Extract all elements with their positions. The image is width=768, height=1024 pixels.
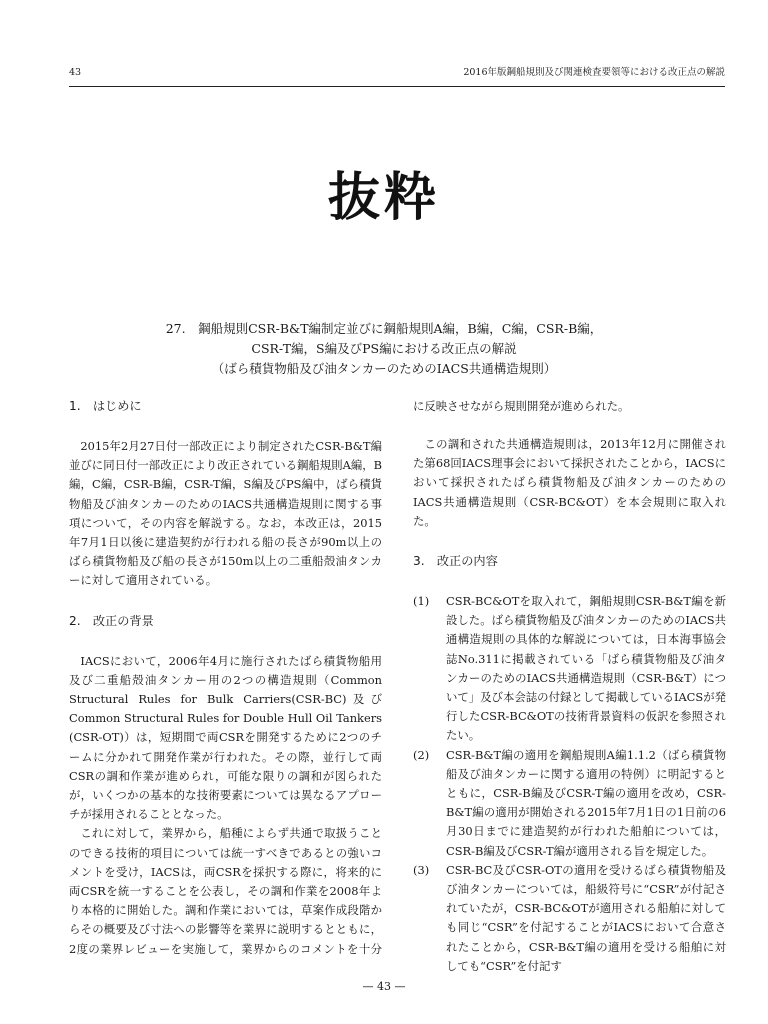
list-item-number: (1) <box>413 594 430 609</box>
article-title <box>134 319 634 379</box>
paragraph-split-start: これに対して，業界から，船種によらず共通で取扱うことのできる技術的項目については統一すべきであるとの強いコメントを受け，IACSは，両CSRを採択する際に，将来的に両CSRを統一することを公表し，その調和作業を2008年より本格的に開始した。調和作業においては，草案作成段階からその概要及び寸法への影響等を業界に説明するとともに，2度の業界レビューを実施して，業界からのコメントを十分 <box>69 826 382 956</box>
section-heading-background: 2. 改正の背景 <box>69 613 154 628</box>
left-column <box>69 397 382 958</box>
header-page-number: 43 <box>69 67 82 78</box>
article-title-line-3: （ばら積貨物船及び油タンカーのためのIACS共通構造規則） <box>211 361 557 376</box>
right-column <box>413 397 726 976</box>
list-item-text: CSR-BC及びCSR-OTの適用を受けるばら積貨物船及び油タンカーについては，船級符号に“CSR”が付記されていたが，CSR-BC&OTが適用される船舶に対しても同じ“CSR”を付記することがIACSにおいて合意されたことから，CSR-B&T編の適用を受ける船舶に対しても“CSR”を付記す <box>446 862 726 973</box>
paragraph-continued <box>413 397 726 435</box>
article-title-line-2: CSR-T編，S編及びPS編における改正点の解説 <box>251 341 517 356</box>
list-item <box>413 592 726 746</box>
article-title-line-1: 27. 鋼船規則CSR-B&T編制定並びに鋼船規則A編，B編，C編，CSR-B編， <box>165 321 603 336</box>
paragraph: IACSにおいて，2006年4月に施行されたばら積貨物船用及び二重船殻油タンカー用の2つの構造規則（Common Structural Rules for Bulk Carriers(CSR-BC)及びCommon Structural Rules for Double Hull Oil Tankers (CSR-OT)）は，短期間で両CSRを開発するために2つのチームに分かれて開発作業が行われた。その際，並行して両CSRの調和作業が進められ，可能な限りの調和が図られたが，いくつかの基本的な技術要素については異なるアプローチが採用されることとなった。 <box>69 653 382 822</box>
section-heading-introduction: 1. はじめに <box>69 399 142 413</box>
list-item-number: (3) <box>413 862 430 877</box>
list-item-number: (2) <box>413 747 430 762</box>
list-item <box>413 861 726 976</box>
page-title: 抜粋 <box>327 168 440 228</box>
amendment-list <box>413 592 726 976</box>
header-running-title: 2016年版鋼船規則及び関連検査要領等における改正点の解説 <box>463 67 725 78</box>
continued-text: に反映させながら規則開発が進められた。 <box>413 399 630 414</box>
list-item-text: CSR-BC&OTを取入れて，鋼船規則CSR-B&T編を新設した。ばら積貨物船及び油タンカーのためのIACS共通構造規則の具体的な解説については，日本海事協会誌No.311に掲載されている「ばら積貨物船及び油タンカーのためのIACS共通構造規則（CSR-B&T）について」及び本会誌の付録として掲載しているIACSが発行したCSR-BC&OTの技術背景資料の仮訳を参照されたい。 <box>446 594 726 743</box>
section-heading-contents: 3. 改正の内容 <box>413 554 498 569</box>
paragraph: この調和された共通構造規則は，2013年12月に開催された第68回IACS理事会において採択されたことから，IACSにおいて採択されたばら積貨物船及び油タンカーのためのIACS共通構造規則（CSR-BC&OT）を本会規則に取入れた。 <box>413 437 726 528</box>
header-rule <box>69 86 725 87</box>
list-item-text: CSR-B&T編の適用を鋼船規則A編1.1.2（ばら積貨物船及び油タンカーに関する適用の特例）に明記するとともに，CSR-B編及びCSR-T編の適用を改め，CSR-B&T編の適用が開始される2015年7月1日の1日前の6月30日までに建造契約が行われた船舶については，CSR-B編及びCSR-T編が適用される旨を規定した。 <box>446 747 726 858</box>
list-item <box>413 746 726 861</box>
page-footer: — 43 — <box>362 980 406 993</box>
paragraph: 2015年2月27日付一部改正により制定されたCSR-B&T編並びに同日付一部改正により改正されている鋼船規則A編，B編，C編，CSR-B編，CSR-T編，S編及びPS編中，ばら積貨物船及び油タンカーのためのIACS共通構造規則に関する事項について，その内容を解説する。なお，本改正は，2015年7月1日以後に建造契約が行われる船の長さが90m以上のばら積貨物船及び船の長さが150m以上の二重船殻油タンカーに対して適用されている。 <box>69 439 382 588</box>
running-header <box>69 66 725 80</box>
